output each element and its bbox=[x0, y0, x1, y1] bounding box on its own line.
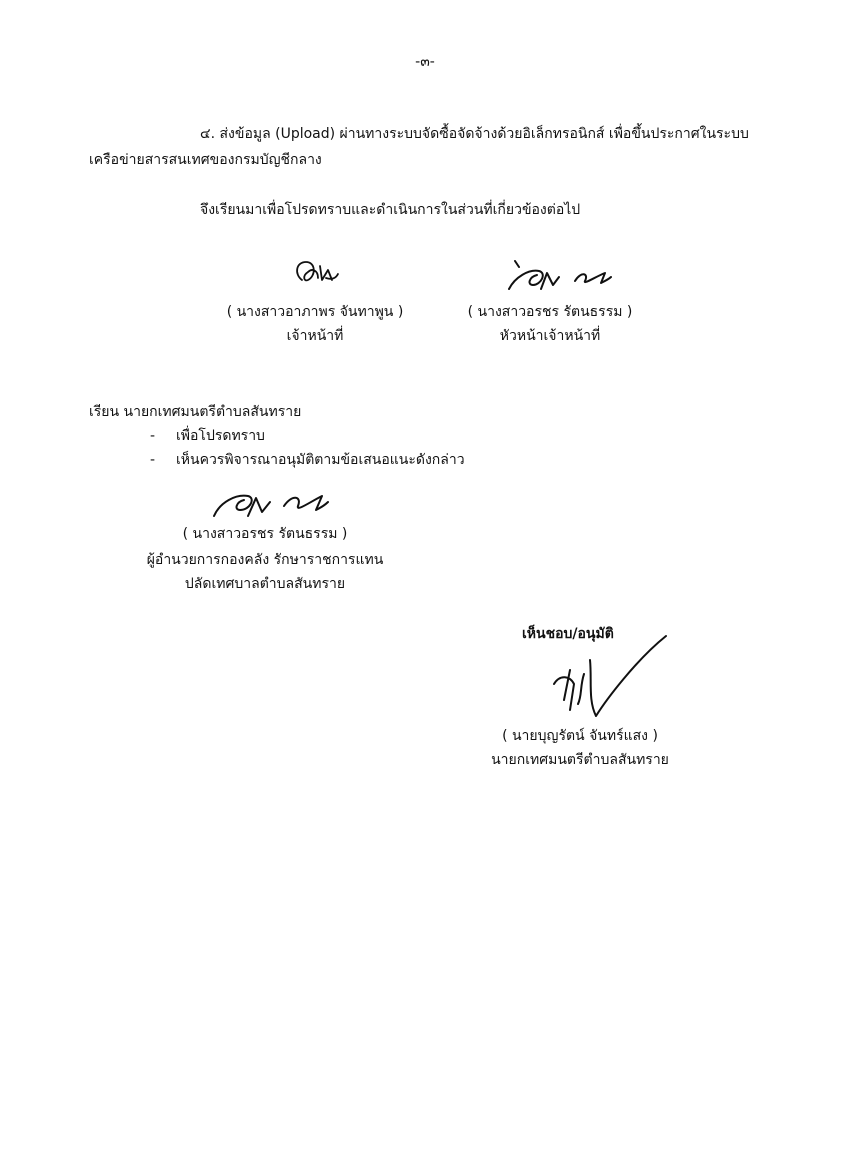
signer-right-name: ( นางสาวอรชร รัตนธรรม ) bbox=[467, 304, 633, 320]
item4-line2: เครือข่ายสารสนเทศของกรมบัญชีกลาง bbox=[89, 152, 322, 168]
signer-finance-name: ( นางสาวอรชร รัตนธรรม ) bbox=[182, 526, 348, 542]
approver-position: นายกเทศมนตรีตำบลสันทราย bbox=[491, 752, 669, 768]
signature-finance bbox=[210, 482, 330, 522]
bullet-dash: - bbox=[150, 452, 156, 468]
item4-line1: ๔. ส่งข้อมูล (Upload) ผ่านทางระบบจัดซื้อจัดจ้างด้วยอิเล็กทรอนิกส์ เพื่อขึ้นประกาศในระบบ bbox=[200, 126, 749, 142]
memo-to: เรียน นายกเทศมนตรีตำบลสันทราย bbox=[89, 404, 302, 420]
signature-mayor bbox=[540, 630, 670, 730]
signer-finance-position2: ปลัดเทศบาลตำบลสันทราย bbox=[184, 576, 346, 592]
signature-right bbox=[505, 255, 615, 295]
signer-left-position: เจ้าหน้าที่ bbox=[286, 328, 344, 344]
bullet-dash: - bbox=[150, 428, 156, 444]
signer-right-position: หัวหน้าเจ้าหน้าที่ bbox=[499, 328, 601, 344]
approval-label: เห็นชอบ/อนุมัติ bbox=[522, 626, 614, 642]
memo-bullet-2: เห็นควรพิจารณาอนุมัติตามข้อเสนอแนะดังกล่าว bbox=[176, 452, 465, 468]
signer-finance-position1: ผู้อำนวยการกองคลัง รักษาราชการแทน bbox=[146, 552, 384, 568]
signer-left-name: ( นางสาวอาภาพร จันทาพูน ) bbox=[226, 304, 404, 320]
closing-sentence: จึงเรียนมาเพื่อโปรดทราบและดำเนินการในส่วนที่เกี่ยวข้องต่อไป bbox=[200, 202, 581, 218]
approver-name: ( นายบุญรัตน์ จันทร์แสง ) bbox=[502, 728, 658, 744]
signature-left bbox=[292, 258, 342, 288]
memo-bullet-1: เพื่อโปรดทราบ bbox=[176, 428, 265, 444]
page-number: -๓- bbox=[415, 54, 435, 70]
